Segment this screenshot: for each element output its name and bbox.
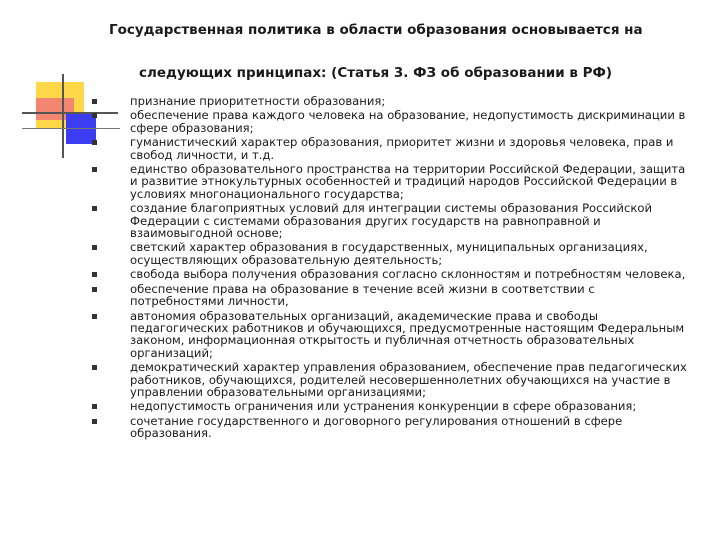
bullet-square-icon <box>92 113 97 118</box>
bullet-square-icon <box>92 140 97 145</box>
list-item: признание приоритетности образования; <box>92 95 692 107</box>
bullet-square-icon <box>92 365 97 370</box>
slide-title-line-1: Государственная политика в области образования основывается на <box>109 22 643 38</box>
bullet-square-icon <box>92 314 97 319</box>
bullet-square-icon <box>92 206 97 211</box>
list-item: обеспечение права на образование в течение всей жизни в соответствии с потребностями личности, <box>92 283 692 308</box>
principles-list <box>92 95 692 442</box>
list-item: свобода выбора получения образования согласно склонностям и потребностям человека, <box>92 268 692 280</box>
list-item: автономия образовательных организаций, академические права и свободы педагогических работников и обучающихся, предусмотренные настоящим Федеральным законом, информационная открытость и публичная отчетность образовательных организаций; <box>92 310 692 360</box>
bullet-square-icon <box>92 99 97 104</box>
list-item: создание благоприятных условий для интеграции системы образования Российской Федерации с системами образования других государств на равноправной и взаимовыгодной основе; <box>92 202 692 239</box>
list-item: обеспечение права каждого человека на образование, недопустимость дискриминации в сфере образования; <box>92 109 692 134</box>
list-item: сочетание государственного и договорного регулирования отношений в сфере образования. <box>92 415 692 440</box>
list-item: светский характер образования в государственных, муниципальных организациях, осуществляющих образовательную деятельность; <box>92 241 692 266</box>
bullet-square-icon <box>92 167 97 172</box>
list-item: недопустимость ограничения или устранения конкуренции в сфере образования; <box>92 400 692 412</box>
bullet-square-icon <box>92 419 97 424</box>
list-item: гуманистический характер образования, приоритет жизни и здоровья человека, прав и свобод личности, и т.д. <box>92 136 692 161</box>
bullet-square-icon <box>92 404 97 409</box>
bullet-square-icon <box>92 272 97 277</box>
bullet-square-icon <box>92 287 97 292</box>
slide-title-line-2: следующих принципах: (Статья 3. ФЗ об образовании в РФ) <box>139 65 613 81</box>
decor-vertical-line <box>62 74 64 158</box>
bullet-square-icon <box>92 245 97 250</box>
list-item: единство образовательного пространства на территории Российской Федерации, защита и развитие этнокультурных особенностей и традиций народов Российской Федерации в условиях многонационального государства; <box>92 163 692 200</box>
list-item: демократический характер управления образованием, обеспечение прав педагогических работников, обучающихся, родителей несовершеннолетних обучающихся на участие в управлении образовательными организациями; <box>92 361 692 398</box>
